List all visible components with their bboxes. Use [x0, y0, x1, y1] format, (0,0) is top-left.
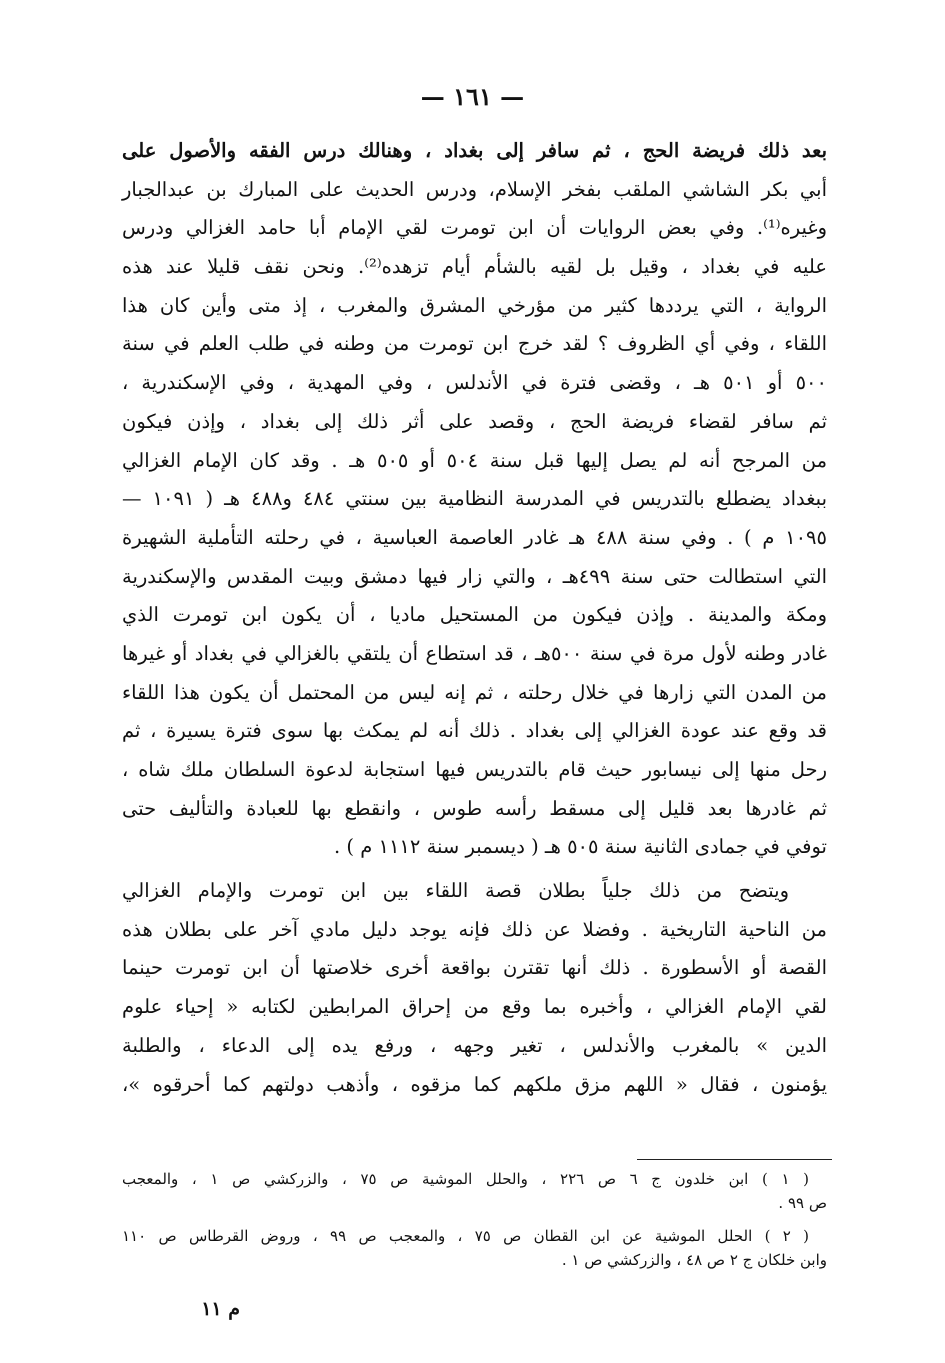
text-line: يؤمنون ، فقال « اللهم مزق ملكهم كما مزقوه ، وأذهب دولتهم كما أحرقوه »، — [122, 1072, 827, 1096]
text-line: أبي بكر الشاشي الملقب بفخر الإسلام، ودرس الحديث على المبارك بن عبدالجبار — [122, 177, 827, 201]
text-line: ثم سافر لقضاء فريضة الحج ، وقصد على أثر ذلك إلى بغداد ، وإذن فيكون — [122, 409, 827, 433]
main-text — [122, 132, 827, 1104]
text-line: ١٠٩٥ م ) . وفي سنة ٤٨٨ هـ غادر العاصمة العباسية ، في رحلته التأملية الشهيرة — [122, 525, 827, 549]
footnote-line: ( ٢ ) الحلل الموشية عن ابن القطان ص ٧٥ ، والمعجب ص ٩٩ ، وروض القرطاس ص ١١٠ — [122, 1227, 809, 1245]
footnote-line: ص ٩٩ . — [778, 1194, 827, 1212]
text-line: وغيره⁽¹⁾. وفي بعض الروايات أن ابن تومرت لقي الإمام أبا حامد الغزالي ودرس — [122, 216, 827, 240]
text-line: غادر وطنه لأول مرة في سنة ٥٠٠هـ ، قد استطاع أن يلتقي بالغزالي في بغداد أو غيرها — [122, 641, 827, 665]
footnote-divider — [637, 1159, 832, 1160]
text-line: اللقاء ، وفي أي الظروف ؟ لقد خرج ابن تومرت من وطنه في طلب العلم في سنة — [122, 332, 827, 356]
footnotes — [122, 1167, 827, 1272]
signature-mark: م ١١ — [201, 1298, 240, 1320]
text-line: ببغداد يضطلع بالتدريس في المدرسة النظامية بين سنتي ٤٨٤ و٤٨٨ هـ ( ١٠٩١ — — [122, 487, 827, 511]
text-line: الرواية ، التي يرددها كثير من مؤرخي المشرق والمغرب ، إذ متى وأين كان هذا — [122, 293, 827, 317]
text-line: من المرجح أنه لم يصل إليها قبل سنة ٥٠٤ أو ٥٠٥ هـ . وقد كان الإمام الغزالي — [122, 448, 828, 472]
footnote-line: ( ١ ) ابن خلدون ج ٦ ص ٢٢٦ ، والحلل الموشية ص ٧٥ ، والزركشي ص ١ ، والمعجب — [122, 1170, 809, 1188]
text-line: توفي في جمادى الثانية سنة ٥٠٥ هـ ( ديسمبر سنة ١١١٢ م ) . — [333, 835, 827, 859]
text-line: من المدن التي زارها في خلال رحلته ، ثم إنه ليس من المحتمل أن يكون هذا اللقاء — [122, 680, 827, 704]
text-line: قد وقع عند عودة الغزالي إلى بغداد . ذلك أنه لم يمكث بها سوى فترة يسيرة ، ثم — [122, 719, 827, 743]
text-line: ومكة والمدينة . وإذن فيكون من المستحيل ماديا ، أن يكون ابن تومرت الذي — [122, 603, 827, 627]
text-line: رحل منها إلى نيسابور حيث قام بالتدريس فيها استجابة لدعوة السلطان ملك شاه ، — [122, 758, 827, 781]
text-line: ويتضح من ذلك جلياً بطلان قصة اللقاء بين ابن تومرت والإمام الغزالي — [122, 879, 789, 903]
text-line: ٥٠٠ أو ٥٠١ هـ ، وقضى فترة في الأندلس ، وفي المهدية ، وفي الإسكندرية ، — [122, 371, 827, 395]
text-line: القصة أو الأسطورة . ذلك أنها تقترن بواقعة أخرى خلاصتها أن ابن تومرت حينما — [122, 956, 827, 980]
text-line: ثم غادرها بعد قليل إلى مسقط رأسه طوس ، وانقطع بها للعبادة والتأليف حتى — [122, 796, 827, 820]
text-line: عليه في بغداد ، وقيل بل لقيه بالشأم أيام تزهده⁽²⁾. ونحن نقف قليلا عند هذه — [122, 255, 827, 279]
footnote-line: وابن خلكان ج ٢ ص ٤٨ ، والزركشي ص ١ . — [561, 1251, 827, 1269]
page-number: — ١٦١ — — [420, 82, 525, 111]
text-line: لقي الإمام الغزالي ، وأخبره بما وقع من إحراق المرابطين لكتابه « إحياء علوم — [122, 995, 827, 1019]
text-line: التي استطالت حتى سنة ٤٩٩هـ ، والتي زار فيها دمشق وبيت المقدس والإسكندرية — [122, 564, 828, 588]
text-line: بعد ذلك فريضة الحج ، ثم سافر إلى بغداد ، وهنالك درس الفقه والأصول على — [122, 139, 827, 162]
text-line: الدين » بالمغرب والأندلس ، تغير وجهه ، ورفع يده إلى الدعاء ، والطلبة — [122, 1033, 827, 1057]
text-line: من الناحية التاريخية . وفضلا عن ذلك فإنه يوجد دليل مادي آخر على بطلان هذه — [122, 917, 827, 941]
